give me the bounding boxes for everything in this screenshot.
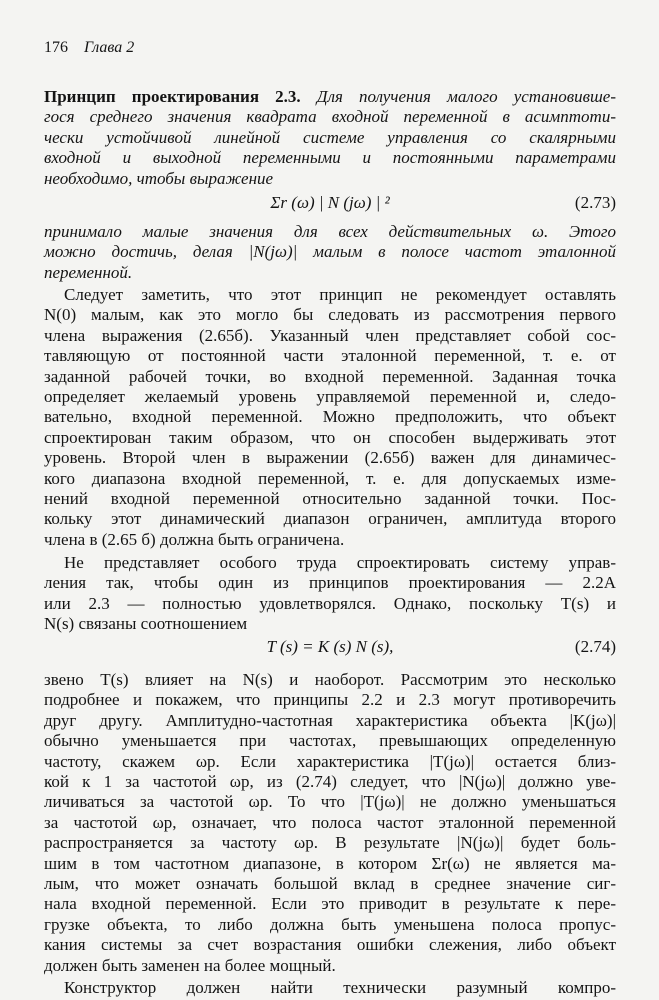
text-line: кой к 1 за частотой ωp, из (2.74) следует, что |N(jω)| должно уве- xyxy=(44,772,616,792)
text-line: члена в (2.65 б) должна быть ограничена. xyxy=(44,529,345,549)
text-line: заданной рабочей точки, во входной переменной. Заданная точка xyxy=(44,366,616,386)
chapter-title: Глава 2 xyxy=(84,39,135,56)
text-line: Не представляет особого труда спроектировать систему управ- xyxy=(64,553,616,572)
text-line: личиваться за частотой ωp. То что |T(jω)| не должно уменьшаться xyxy=(44,792,616,812)
text-line: распространяется за частоту ωp. В результате |N(jω)| будет боль- xyxy=(44,833,616,853)
text-line: лым, что может означать большой вклад в среднее значение сиг- xyxy=(44,874,616,894)
text-line: N(s) связаны соотношением xyxy=(44,614,248,634)
text-line: кого диапазона входной переменной, т. е. для допускаемых изме- xyxy=(44,468,616,488)
principle-title: Принцип проектирования 2.3. xyxy=(44,87,301,106)
equation-formula: Σr (ω) | N (jω) | ² xyxy=(270,193,390,212)
principle-statement xyxy=(44,87,616,189)
text-line: нений входной переменной относительно заданной точки. Пос- xyxy=(44,489,616,509)
equation-number: (2.74) xyxy=(574,637,616,656)
text-line: подробнее и покажем, что принципы 2.2 и 2.3 могут противоречить xyxy=(44,690,616,710)
text-line: можно достичь, делая |N(jω)| малым в полосе частот эталонной xyxy=(44,242,616,262)
equation-number: (2.73) xyxy=(574,193,616,212)
text-line: должен быть заменен на более мощный. xyxy=(44,955,336,975)
page-number: 176 xyxy=(44,39,68,56)
text-line: уровень. Второй член в выражении (2.65б) важен для динамичес- xyxy=(44,448,616,468)
text-line: за частотой ωp, означает, что полоса частот эталонной переменной xyxy=(44,812,616,832)
text-line: шим в том частотном диапазоне, в котором Σr(ω) не является ма- xyxy=(44,853,616,873)
principle-continuation xyxy=(44,222,616,283)
text-line: определяет желаемый уровень управляемой переменной и, следо- xyxy=(44,387,616,407)
text-line: Следует заметить, что этот принцип не рекомендует оставлять xyxy=(64,285,616,304)
text-line: вательно, входной переменной. Можно предположить, что объект xyxy=(44,407,616,427)
text-line: спроектирован таким образом, что он способен выдерживать этот xyxy=(44,427,616,447)
text-line: звено T(s) влияет на N(s) и наоборот. Рассмотрим это несколько xyxy=(44,670,616,689)
text-line: кольку этот динамический диапазон ограничен, амплитуда второго xyxy=(44,509,616,529)
text-line: Принцип проектирования 2.3. Для получения малого установивше- xyxy=(44,87,617,106)
paragraph-1 xyxy=(44,285,616,550)
page-header xyxy=(44,39,134,57)
text-line: принимало малые значения для всех действительных ω. Этого xyxy=(44,222,616,241)
text-line: чески устойчивой линейной системе управления со скалярными xyxy=(44,127,616,147)
paragraph-2 xyxy=(44,553,616,635)
paragraph-4 xyxy=(44,978,616,998)
text-line: необходимо, чтобы выражение xyxy=(44,168,274,188)
text-line: Конструктор должен найти технически разумный компро- xyxy=(64,978,616,997)
text-line: ления так, чтобы один из принципов проектирования — 2.2А xyxy=(44,573,616,593)
text-line: друг другу. Амплитудно-частотная характеристика объекта |K(jω)| xyxy=(44,710,616,730)
text-line: кания системы за счет возрастания ошибки слежения, либо объект xyxy=(44,935,616,955)
text-line: N(0) малым, как это могло бы следовать из рассмотрения первого xyxy=(44,305,616,325)
text-line: члена выражения (2.65б). Указанный член представляет собой сос- xyxy=(44,325,616,345)
text-line: нала входной переменной. Если это приводит в результате к пере- xyxy=(44,894,616,914)
text-line: обычно уменьшается при частотах, превышающих определенную xyxy=(44,731,616,751)
text-line: тавляющую от постоянной части эталонной переменной, т. е. от xyxy=(44,346,616,366)
text-line: входной и выходной переменными и постоянными параметрами xyxy=(44,148,616,168)
paragraph-3 xyxy=(44,670,616,976)
text-line: частоту, скажем ωp. Если характеристика |T(jω)| остается близ- xyxy=(44,751,616,771)
text-line: переменной. xyxy=(44,262,133,282)
text-line: или 2.3 — полностью удовлетворялся. Однако, поскольку T(s) и xyxy=(44,593,616,613)
equation-formula: T (s) = K (s) N (s), xyxy=(266,637,394,656)
text-line: грузке объекта, то либо должна быть уменьшена полоса пропус- xyxy=(44,914,616,934)
text-line: гося среднего значения квадрата входной переменной в асимптоти- xyxy=(44,107,616,127)
